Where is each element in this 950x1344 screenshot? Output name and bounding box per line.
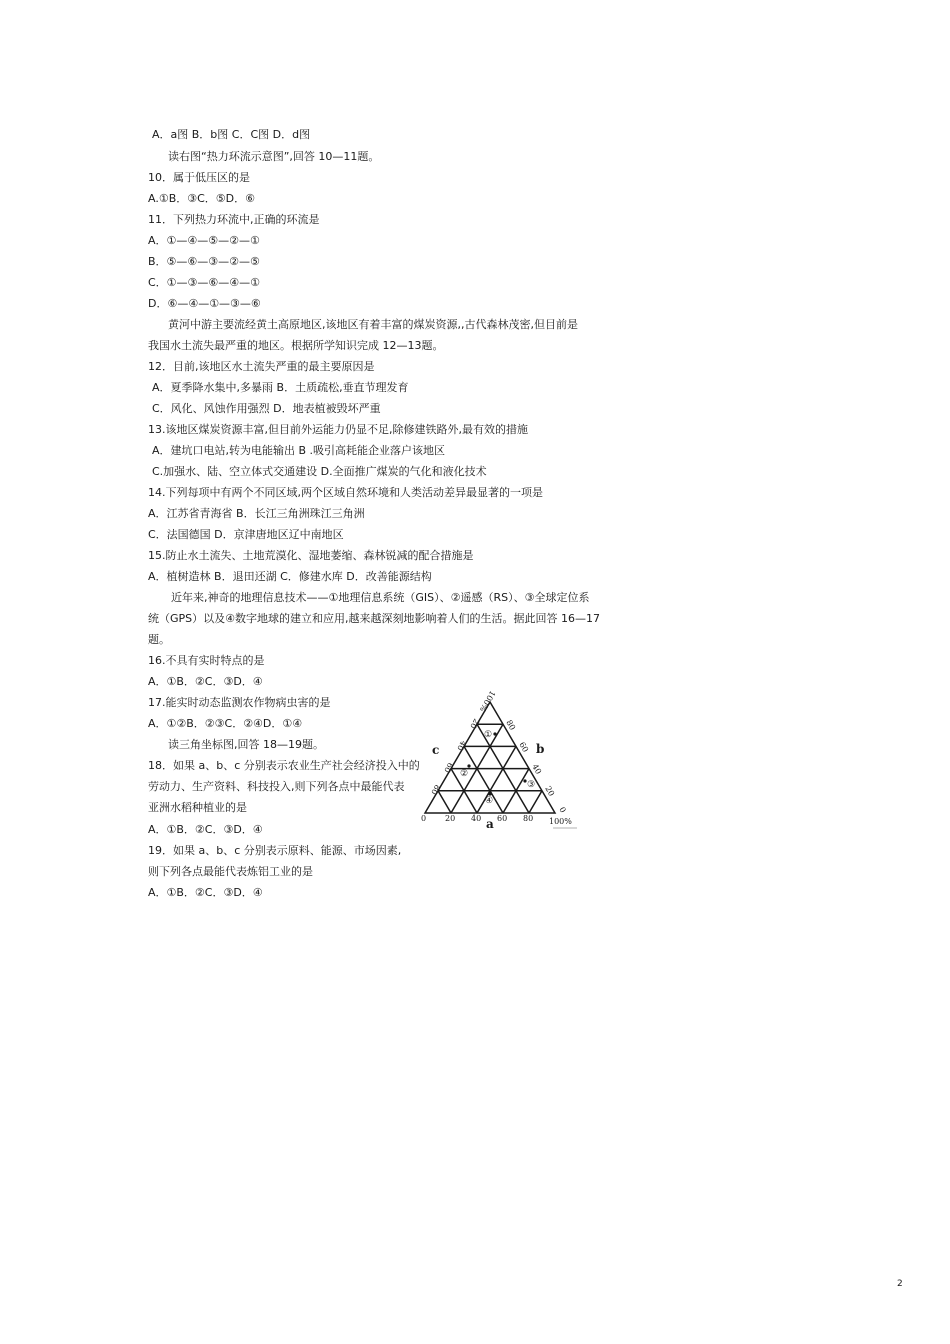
point-3-label: ③ <box>527 780 536 790</box>
a-tick-20: 20 <box>445 814 456 823</box>
b-tick-0: 0 <box>557 805 568 815</box>
passage-yellow-river-1: 黄河中游主要流经黄土高原地区,该地区有着丰富的煤炭资源,,古代森林茂密,但目前是 <box>168 318 578 331</box>
c-tick-20: 20 <box>468 717 482 731</box>
question-16: 16.不具有实时特点的是 <box>148 654 265 667</box>
q12-options-ab: A．夏季降水集中,多暴雨 B．土质疏松,垂直节理发育 <box>152 381 409 394</box>
q17-options: A．①②B．②③C．②④D．①④ <box>148 717 303 730</box>
b-tick-80: 80 <box>504 718 518 732</box>
c-tick-40: 40 <box>455 739 469 753</box>
question-15: 15.防止水土流失、土地荒漠化、湿地萎缩、森林锐减的配合措施是 <box>148 549 474 562</box>
c-tick-100: 100% <box>477 689 498 714</box>
a-tick-40: 40 <box>471 814 482 823</box>
passage-geo-tech-3: 题。 <box>148 633 170 646</box>
point-1-label: ① <box>484 730 493 740</box>
a-tick-80: 80 <box>523 814 534 823</box>
c-tick-60: 60 <box>442 761 456 775</box>
passage-geo-tech-2: 统（GPS）以及④数字地球的建立和应用,越来越深刻地影响着人们的生活。据此回答 16—17 <box>148 612 600 625</box>
q15-options: A．植树造林 B．退田还湖 C．修建水库 D．改善能源结构 <box>148 570 432 583</box>
point-2-label: ② <box>460 769 469 779</box>
b-tick-20: 20 <box>543 784 557 798</box>
q19-options: A．①B．②C．③D．④ <box>148 886 263 899</box>
question-19-line1: 19．如果 a、b、c 分别表示原料、能源、市场因素, <box>148 844 402 857</box>
question-19-line2: 则下列各点最能代表炼铝工业的是 <box>148 865 313 878</box>
a-tick-0: 0 <box>421 814 427 823</box>
q14-options-cd: C．法国德国 D．京津唐地区辽中南地区 <box>148 528 344 541</box>
a-tick-60: 60 <box>497 814 508 823</box>
question-17: 17.能实时动态监测农作物病虫害的是 <box>148 696 331 709</box>
question-12: 12．目前,该地区水土流失严重的最主要原因是 <box>148 360 375 373</box>
q13-options-ab: A．建坑口电站,转为电能输出 B .吸引高耗能企业落户该地区 <box>152 444 446 457</box>
point-3-marker <box>523 779 526 782</box>
instruction-q18-19: 读三角坐标图,回答 18—19题。 <box>168 738 324 751</box>
question-10: 10．属于低压区的是 <box>148 171 250 184</box>
q13-options-cd: C.加强水、陆、空立体式交通建设 D.全面推广煤炭的气化和液化技术 <box>152 465 487 478</box>
passage-yellow-river-2: 我国水土流失最严重的地区。根据所学知识完成 12—13题。 <box>148 339 444 352</box>
q11-option-a: A．①—④—⑤—②—① <box>148 234 260 247</box>
axis-b-label: b <box>536 742 545 756</box>
question-13: 13.该地区煤炭资源丰富,但目前外运能力仍显不足,除修建铁路外,最有效的措施 <box>148 423 528 436</box>
instruction-q10-11: 读右图“热力环流示意图”,回答 10—11题。 <box>168 150 380 163</box>
q9-options: A．a图 B．b图 C．C图 D．d图 <box>152 128 311 141</box>
b-tick-40: 40 <box>530 762 544 776</box>
point-1-marker <box>493 732 496 735</box>
q11-option-c: C．①—③—⑥—④—① <box>148 276 260 289</box>
b-tick-60: 60 <box>517 740 531 754</box>
q16-options: A．①B．②C．③D．④ <box>148 675 263 688</box>
axis-c-label: c <box>432 743 440 757</box>
point-4-label: ④ <box>485 796 494 806</box>
c-tick-80: 80 <box>429 783 443 797</box>
q11-option-d: D．⑥—④—①—③—⑥ <box>148 297 261 310</box>
q14-options-ab: A．江苏省青海省 B．长江三角洲珠江三角洲 <box>148 507 365 520</box>
question-11: 11．下列热力环流中,正确的环流是 <box>148 213 320 226</box>
page-number: 2 <box>897 1279 903 1289</box>
point-2-marker <box>467 764 470 767</box>
ternary-diagram <box>405 682 585 832</box>
point-4-marker <box>488 792 491 795</box>
passage-geo-tech-1: 近年来,神奇的地理信息技术——①地理信息系统（GIS）、②遥感（RS）、③全球定位系 <box>171 591 590 604</box>
axis-a-label: a <box>486 817 494 831</box>
question-14: 14.下列每项中有两个不同区域,两个区域自然环境和人类活动差异最显著的一项是 <box>148 486 543 499</box>
q11-option-b: B．⑤—⑥—③—②—⑤ <box>148 255 260 268</box>
question-18-line2: 劳动力、生产资料、科技投入,则下列各点中最能代表 <box>148 780 405 793</box>
q10-options: A.①B．③C．⑤D．⑥ <box>148 192 255 205</box>
q12-options-cd: C．风化、风蚀作用强烈 D．地表植被毁坏严重 <box>152 402 381 415</box>
q18-options: A．①B．②C．③D．④ <box>148 823 263 836</box>
a-tick-100: 100% <box>549 817 572 826</box>
question-18-line1: 18．如果 a、b、c 分别表示农业生产社会经济投入中的 <box>148 759 420 772</box>
question-18-line3: 亚洲水稻种植业的是 <box>148 801 247 814</box>
